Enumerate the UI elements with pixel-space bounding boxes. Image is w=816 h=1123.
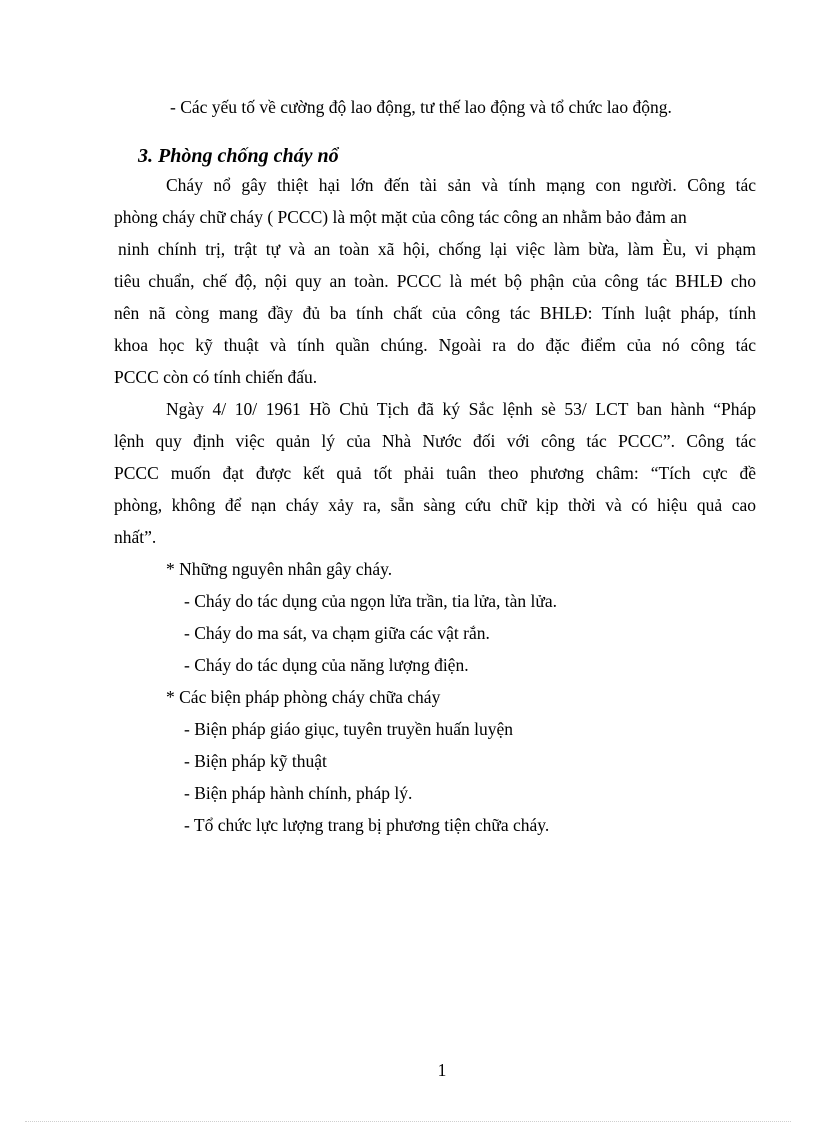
measure-item: - Biện pháp hành chính, pháp lý. [184, 783, 413, 803]
page-bottom-divider [25, 1121, 791, 1122]
paragraph-line: phòng cháy chữ cháy ( PCCC) là một mặt của công tác công an nhằm bảo đảm an [114, 207, 687, 227]
labor-factors-line: - Các yếu tố về cường độ lao động, tư thế lao động và tổ chức lao động. [170, 97, 672, 117]
section-heading: 3. Phòng chống cháy nổ [138, 145, 339, 167]
causes-heading: * Những nguyên nhân gây cháy. [166, 559, 393, 579]
measures-heading: * Các biện pháp phòng cháy chữa cháy [166, 687, 441, 707]
measure-item: - Tổ chức lực lượng trang bị phương tiện chữa cháy. [184, 815, 550, 835]
paragraph-line: phòng, không để nạn cháy xảy ra, sẵn sàng cứu chữ kịp thời và có hiệu quả cao [114, 495, 756, 515]
paragraph-line: Cháy nổ gây thiệt hại lớn đến tài sản và tính mạng con người. Công tác [166, 175, 756, 195]
measure-item: - Biện pháp giáo giục, tuyên truyền huấn luyện [184, 719, 514, 739]
paragraph-line: lệnh quy định việc quản lý của Nhà Nước đối với công tác PCCC”. Công tác [114, 431, 756, 451]
paragraph-line: khoa học kỹ thuật và tính quần chúng. Ngoài ra do đặc điểm của nó công tác [114, 335, 756, 355]
paragraph-line: tiêu chuẩn, chế độ, nội quy an toàn. PCCC là mét bộ phận của công tác BHLĐ cho [114, 271, 756, 291]
paragraph-line: Ngày 4/ 10/ 1961 Hồ Chủ Tịch đã ký Sắc lệnh sè 53/ LCT ban hành “Pháp [166, 399, 756, 419]
paragraph-line: nên nã còng mang đầy đủ ba tính chất của công tác BHLĐ: Tính luật pháp, tính [114, 303, 756, 323]
cause-item: - Cháy do tác dụng của ngọn lửa trần, tia lửa, tàn lửa. [184, 591, 557, 611]
paragraph-line: nhất”. [114, 527, 157, 547]
cause-item: - Cháy do ma sát, va chạm giữa các vật rắn. [184, 623, 490, 643]
paragraph-line: ninh chính trị, trật tự và an toàn xã hội, chống lại việc làm bừa, làm Èu, vi phạm [118, 239, 756, 259]
paragraph-line: PCCC còn có tính chiến đấu. [114, 367, 318, 387]
cause-item: - Cháy do tác dụng của năng lượng điện. [184, 655, 469, 675]
measure-item: - Biện pháp kỹ thuật [184, 751, 327, 771]
paragraph-line: PCCC muốn đạt được kết quả tốt phải tuân theo phương châm: “Tích cực đề [114, 463, 756, 483]
page-number: 1 [437, 1060, 447, 1080]
